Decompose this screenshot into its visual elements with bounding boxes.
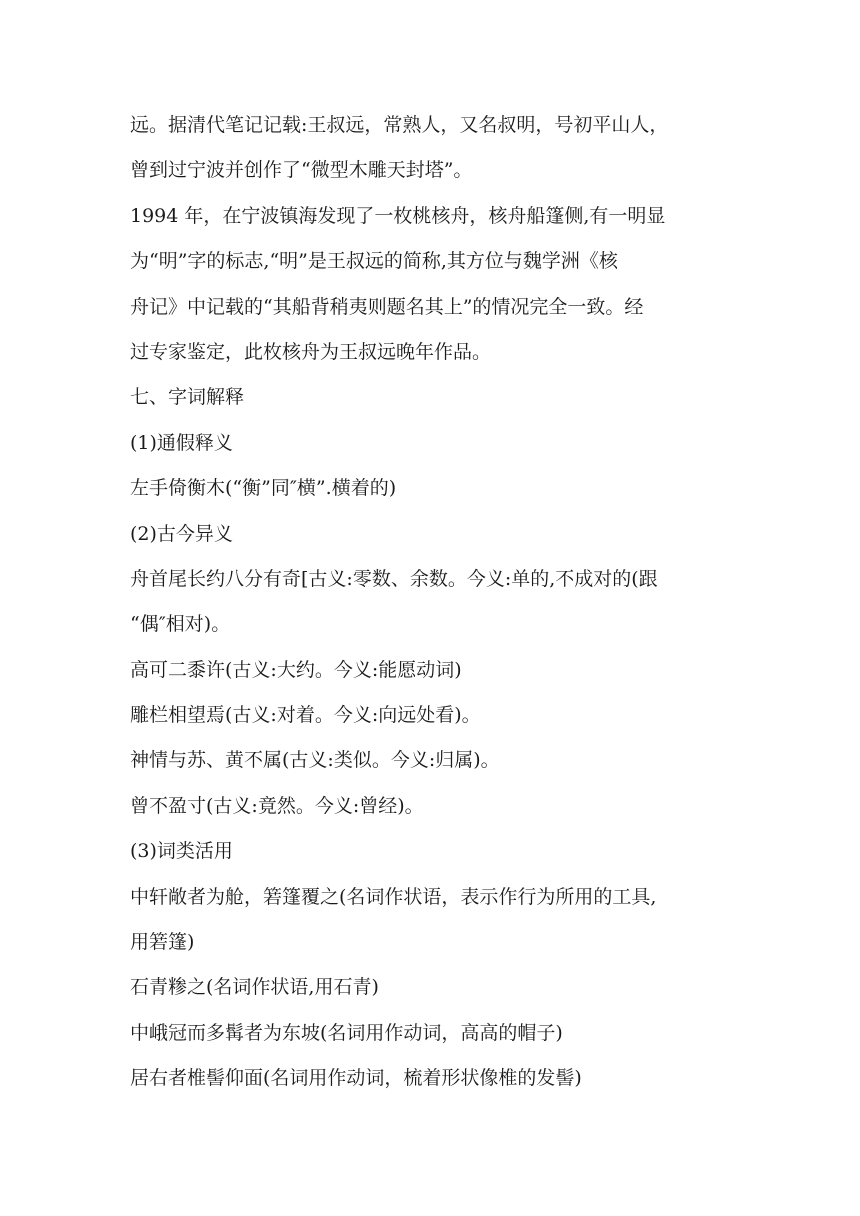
text-line: 用箬篷) bbox=[130, 931, 195, 954]
text-line: 过专家鉴定，此枚核舟为王叔远晚年作品。 bbox=[130, 340, 492, 363]
text-line: 1994 年，在宁波镇海发现了一枚桃核舟，核舟船篷侧,有一明显 bbox=[130, 204, 666, 227]
text-line: 舟记》中记载的“其船背稍夷则题名其上”的情况完全一致。经 bbox=[130, 295, 644, 318]
text-line: “偶″相对)。 bbox=[130, 613, 231, 636]
text-line: 高可二黍许(古义:大约。今义:能愿动词) bbox=[130, 658, 462, 681]
text-line: 曾不盈寸(古义:竟然。今义:曾经)。 bbox=[130, 794, 424, 817]
text-line: 左手倚衡木(“衡”同″横”.横着的) bbox=[130, 477, 397, 500]
text-line: 神情与苏、黄不属(古义:类似。今义:归属)。 bbox=[130, 749, 500, 772]
text-line: 远。据清代笔记记载:王叔远，常熟人，又名叔明，号初平山人， bbox=[130, 114, 669, 136]
section-heading: 七、字词解释 bbox=[130, 386, 245, 409]
document-page bbox=[130, 103, 742, 1102]
text-line: 曾到过宁波并创作了“微型木雕天封塔”。 bbox=[130, 159, 473, 182]
text-line: 居右者椎髻仰面(名词用作动词，梳着形状像椎的发髻) bbox=[130, 1067, 582, 1090]
subsection-heading: (2)古今异义 bbox=[130, 522, 233, 545]
text-line: 中轩敞者为舱，箬篷覆之(名词作状语，表示作行为所用的工具, bbox=[130, 885, 657, 908]
text-line: 石青糁之(名词作状语,用石青) bbox=[130, 976, 379, 999]
text-line: 舟首尾长约八分有奇[古义:零数、余数。今义:单的,不成对的(跟 bbox=[130, 567, 658, 590]
text-line: 雕栏相望焉(古义:对着。今义:向远处看)。 bbox=[130, 704, 481, 727]
subsection-heading: (1)通假释义 bbox=[130, 431, 233, 454]
text-line: 中峨冠而多髯者为东坡(名词用作动词，高高的帽子) bbox=[130, 1021, 563, 1044]
text-line: 为“明”字的标志,“明”是王叔远的简称,其方位与魏学洲《核 bbox=[130, 250, 618, 273]
subsection-heading: (3)词类活用 bbox=[130, 840, 233, 863]
